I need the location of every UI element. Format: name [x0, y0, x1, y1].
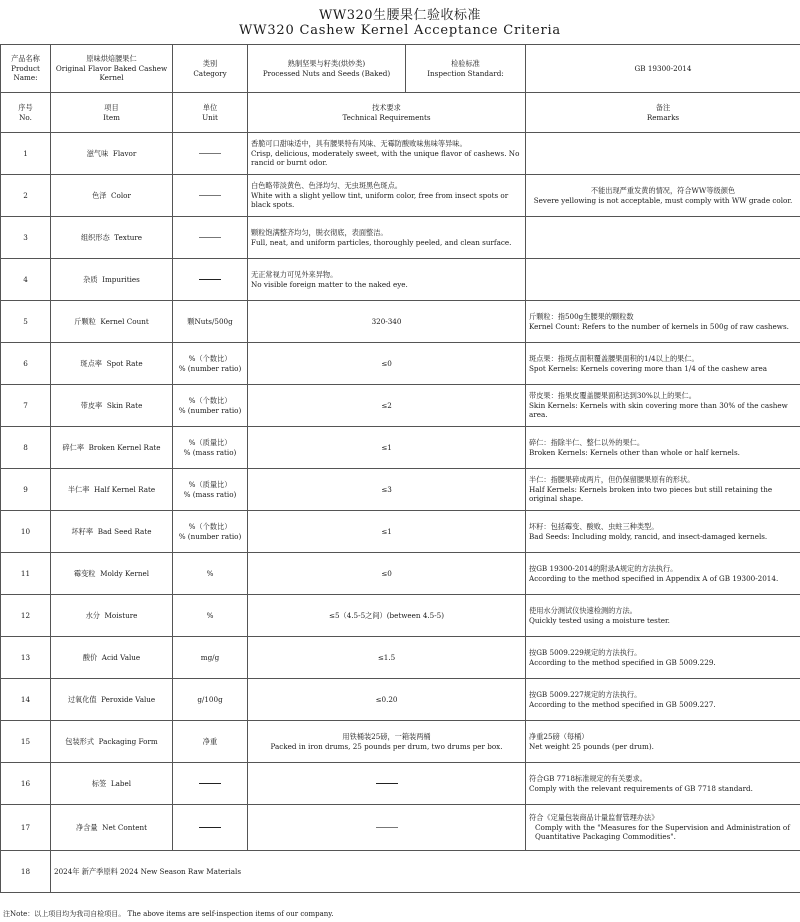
- row-item: 杂质 Impurities: [51, 259, 173, 301]
- inspection-standard-value: GB 19300-2014: [526, 45, 800, 93]
- row-number: 9: [1, 469, 51, 511]
- row-number: 16: [1, 763, 51, 805]
- row-remarks: 碎仁：指除半仁、整仁以外的果仁。 Broken Kernels: Kernels other than whole or half kernels.: [526, 427, 800, 469]
- row-unit: [173, 805, 248, 851]
- row-unit: %（个数比） % (number ratio): [173, 343, 248, 385]
- row-number: 18: [1, 851, 51, 893]
- row-remarks: 符合《定量包装商品计量监督管理办法》 Comply with the "Measures for the Supervision and Administration of Quantitative Packaging Commodities".: [526, 805, 800, 851]
- row-unit: 颗Nuts/500g: [173, 301, 248, 343]
- row-requirement: 320-340: [248, 301, 526, 343]
- footnote: 注Note：以上项目均为我司自检项目。 The above items are self-inspection items of our company.: [3, 910, 334, 918]
- row-unit: [173, 259, 248, 301]
- row-remarks: 坏籽：包括霉变、酸败、虫蛀三种类型。 Bad Seeds: Including moldy, rancid, and insect-damaged kernels.: [526, 511, 800, 553]
- table-row: [1, 217, 800, 259]
- dash-mark: [376, 783, 398, 784]
- row-requirement: 用铁桶装25磅，一箱装两桶 Packed in iron drums, 25 pounds per drum, two drums per box.: [248, 721, 526, 763]
- row-remarks: 不能出现严重发黄的情况，符合WW等级颜色 Severe yellowing is not acceptable, must comply with WW grade color.: [526, 175, 800, 217]
- row-item: 净含量 Net Content: [51, 805, 173, 851]
- table-row: [1, 805, 800, 851]
- row-unit: %（个数比） % (number ratio): [173, 385, 248, 427]
- dash-mark: [199, 827, 221, 828]
- table-row: [1, 851, 800, 893]
- row-requirement: 无正常视力可见外来异物。 No visible foreign matter to the naked eye.: [248, 259, 526, 301]
- header-technical-requirements: 技术要求 Technical Requirements: [248, 93, 526, 133]
- row-requirement: ≤1: [248, 511, 526, 553]
- row-number: 10: [1, 511, 51, 553]
- row-unit: %（质量比） % (mass ratio): [173, 469, 248, 511]
- row-number: 5: [1, 301, 51, 343]
- row-requirement: ≤3: [248, 469, 526, 511]
- row-unit: [173, 133, 248, 175]
- row-requirement: ≤0: [248, 343, 526, 385]
- table-row: [1, 175, 800, 217]
- product-name-label: 产品名称 Product Name:: [1, 45, 51, 93]
- inspection-standard-label: 检验标准 Inspection Standard:: [406, 45, 526, 93]
- row-unit: [173, 217, 248, 259]
- row-item: 水分 Moisture: [51, 595, 173, 637]
- column-header-row: [1, 93, 800, 133]
- product-name-value: 原味烘焙腰果仁 Original Flavor Baked Cashew Kernel: [51, 45, 173, 93]
- row-item: 滋气味 Flavor: [51, 133, 173, 175]
- row-number: 15: [1, 721, 51, 763]
- row-item: 过氧化值 Peroxide Value: [51, 679, 173, 721]
- row-requirement: [248, 805, 526, 851]
- row-remarks: 半仁：指腰果碎成两片，但仍保留腰果原有的形状。 Half Kernels: Kernels broken into two pieces but still retaining the original shape.: [526, 469, 800, 511]
- row-requirement: ≤5（4.5-5之间）(between 4.5-5): [248, 595, 526, 637]
- row-item: 半仁率 Half Kernel Rate: [51, 469, 173, 511]
- row-unit: [173, 175, 248, 217]
- product-info-row: [1, 45, 800, 93]
- row-item: 包装形式 Packaging Form: [51, 721, 173, 763]
- row-unit: [173, 763, 248, 805]
- table-row: [1, 385, 800, 427]
- table-row: [1, 301, 800, 343]
- category-label: 类别 Category: [173, 45, 248, 93]
- header-no: 序号 No.: [1, 93, 51, 133]
- row-item: 色泽 Color: [51, 175, 173, 217]
- table-row: [1, 133, 800, 175]
- category-value: 熟制坚果与籽类(烘炒类) Processed Nuts and Seeds (Baked): [248, 45, 406, 93]
- row-requirement: ≤1: [248, 427, 526, 469]
- row-item: 斤颗粒 Kernel Count: [51, 301, 173, 343]
- row-requirement: ≤0.20: [248, 679, 526, 721]
- row-unit: %: [173, 553, 248, 595]
- row-item: 霉变粒 Moldy Kernel: [51, 553, 173, 595]
- dash-mark: [199, 153, 221, 154]
- row-number: 6: [1, 343, 51, 385]
- table-row: [1, 763, 800, 805]
- table-row: [1, 469, 800, 511]
- row-item: 酸价 Acid Value: [51, 637, 173, 679]
- row-item: 标签 Label: [51, 763, 173, 805]
- row-number: 14: [1, 679, 51, 721]
- row-item: 组织形态 Texture: [51, 217, 173, 259]
- table-row: [1, 595, 800, 637]
- row-remarks: 斤颗粒：指500g生腰果的颗粒数 Kernel Count: Refers to the number of kernels in 500g of raw cashews.: [526, 301, 800, 343]
- row-item: 碎仁率 Broken Kernel Rate: [51, 427, 173, 469]
- row-requirement: ≤1.5: [248, 637, 526, 679]
- row-number: 7: [1, 385, 51, 427]
- table-row: [1, 679, 800, 721]
- document-title-en: WW320 Cashew Kernel Acceptance Criteria: [239, 23, 561, 38]
- row-number: 3: [1, 217, 51, 259]
- row-unit: 净重: [173, 721, 248, 763]
- row-remarks: 按GB 5009.227规定的方法执行。 According to the method specified in GB 5009.227.: [526, 679, 800, 721]
- row-number: 11: [1, 553, 51, 595]
- row-remarks: 净重25磅（每桶） Net weight 25 pounds (per drum).: [526, 721, 800, 763]
- dash-mark: [199, 783, 221, 784]
- row-item: 坏籽率 Bad Seed Rate: [51, 511, 173, 553]
- row-item: 斑点率 Spot Rate: [51, 343, 173, 385]
- table-row: [1, 343, 800, 385]
- row-item: 带皮率 Skin Rate: [51, 385, 173, 427]
- row-remarks: 按GB 5009.229规定的方法执行。 According to the method specified in GB 5009.229.: [526, 637, 800, 679]
- document-title-cn: WW320生腰果仁验收标准: [318, 8, 482, 23]
- row-remarks: 使用水分测试仪快速检测的方法。 Quickly tested using a moisture tester.: [526, 595, 800, 637]
- row-remarks: [526, 259, 800, 301]
- dash-mark: [199, 279, 221, 280]
- row-number: 1: [1, 133, 51, 175]
- table-row: [1, 637, 800, 679]
- row-unit: %: [173, 595, 248, 637]
- table-row: [1, 721, 800, 763]
- row-new-season-materials: 2024年 新产季原料 2024 New Season Raw Materials: [51, 851, 800, 893]
- row-unit: %（个数比） % (number ratio): [173, 511, 248, 553]
- row-number: 4: [1, 259, 51, 301]
- header-remarks: 备注 Remarks: [526, 93, 800, 133]
- row-unit: mg/g: [173, 637, 248, 679]
- table-row: [1, 259, 800, 301]
- row-requirement: 颗粒饱满整齐均匀，脱衣彻底，表面整洁。 Full, neat, and uniform particles, thoroughly peeled, and clean surface.: [248, 217, 526, 259]
- row-requirement: 白色略带淡黄色、色泽均匀、无虫斑黑色斑点。 White with a slight yellow tint, uniform color, free from insect spots or black spots.: [248, 175, 526, 217]
- row-requirement: [248, 763, 526, 805]
- dash-mark: [376, 827, 398, 828]
- row-remarks: [526, 133, 800, 175]
- row-requirement: ≤0: [248, 553, 526, 595]
- row-remarks: [526, 217, 800, 259]
- row-remarks: 带皮果：指果皮覆盖腰果面积达到30%以上的果仁。 Skin Kernels: Kernels with skin covering more than 30% of the cashew area.: [526, 385, 800, 427]
- dash-mark: [199, 237, 221, 238]
- row-unit: g/100g: [173, 679, 248, 721]
- row-remarks: 按GB 19300-2014的附录A规定的方法执行。 According to the method specified in Appendix A of GB 19300-2014.: [526, 553, 800, 595]
- row-remarks: 斑点果：指斑点面积覆盖腰果面积的1/4以上的果仁。 Spot Kernels: Kernels covering more than 1/4 of the cashew area: [526, 343, 800, 385]
- acceptance-criteria-table: [0, 44, 800, 893]
- row-number: 13: [1, 637, 51, 679]
- row-number: 2: [1, 175, 51, 217]
- table-row: [1, 553, 800, 595]
- row-remarks: 符合GB 7718标准规定的有关要求。 Comply with the relevant requirements of GB 7718 standard.: [526, 763, 800, 805]
- table-row: [1, 427, 800, 469]
- row-number: 8: [1, 427, 51, 469]
- dash-mark: [199, 195, 221, 196]
- table-row: [1, 511, 800, 553]
- header-unit: 单位 Unit: [173, 93, 248, 133]
- row-unit: %（质量比） % (mass ratio): [173, 427, 248, 469]
- row-requirement: ≤2: [248, 385, 526, 427]
- header-item: 项目 Item: [51, 93, 173, 133]
- row-number: 12: [1, 595, 51, 637]
- row-requirement: 香脆可口甜味适中，具有腰果特有风味、无霉防酸败味焦味等异味。 Crisp, delicious, moderately sweet, with the unique flavor of cashews. No rancid or burnt odor.: [248, 133, 526, 175]
- row-number: 17: [1, 805, 51, 851]
